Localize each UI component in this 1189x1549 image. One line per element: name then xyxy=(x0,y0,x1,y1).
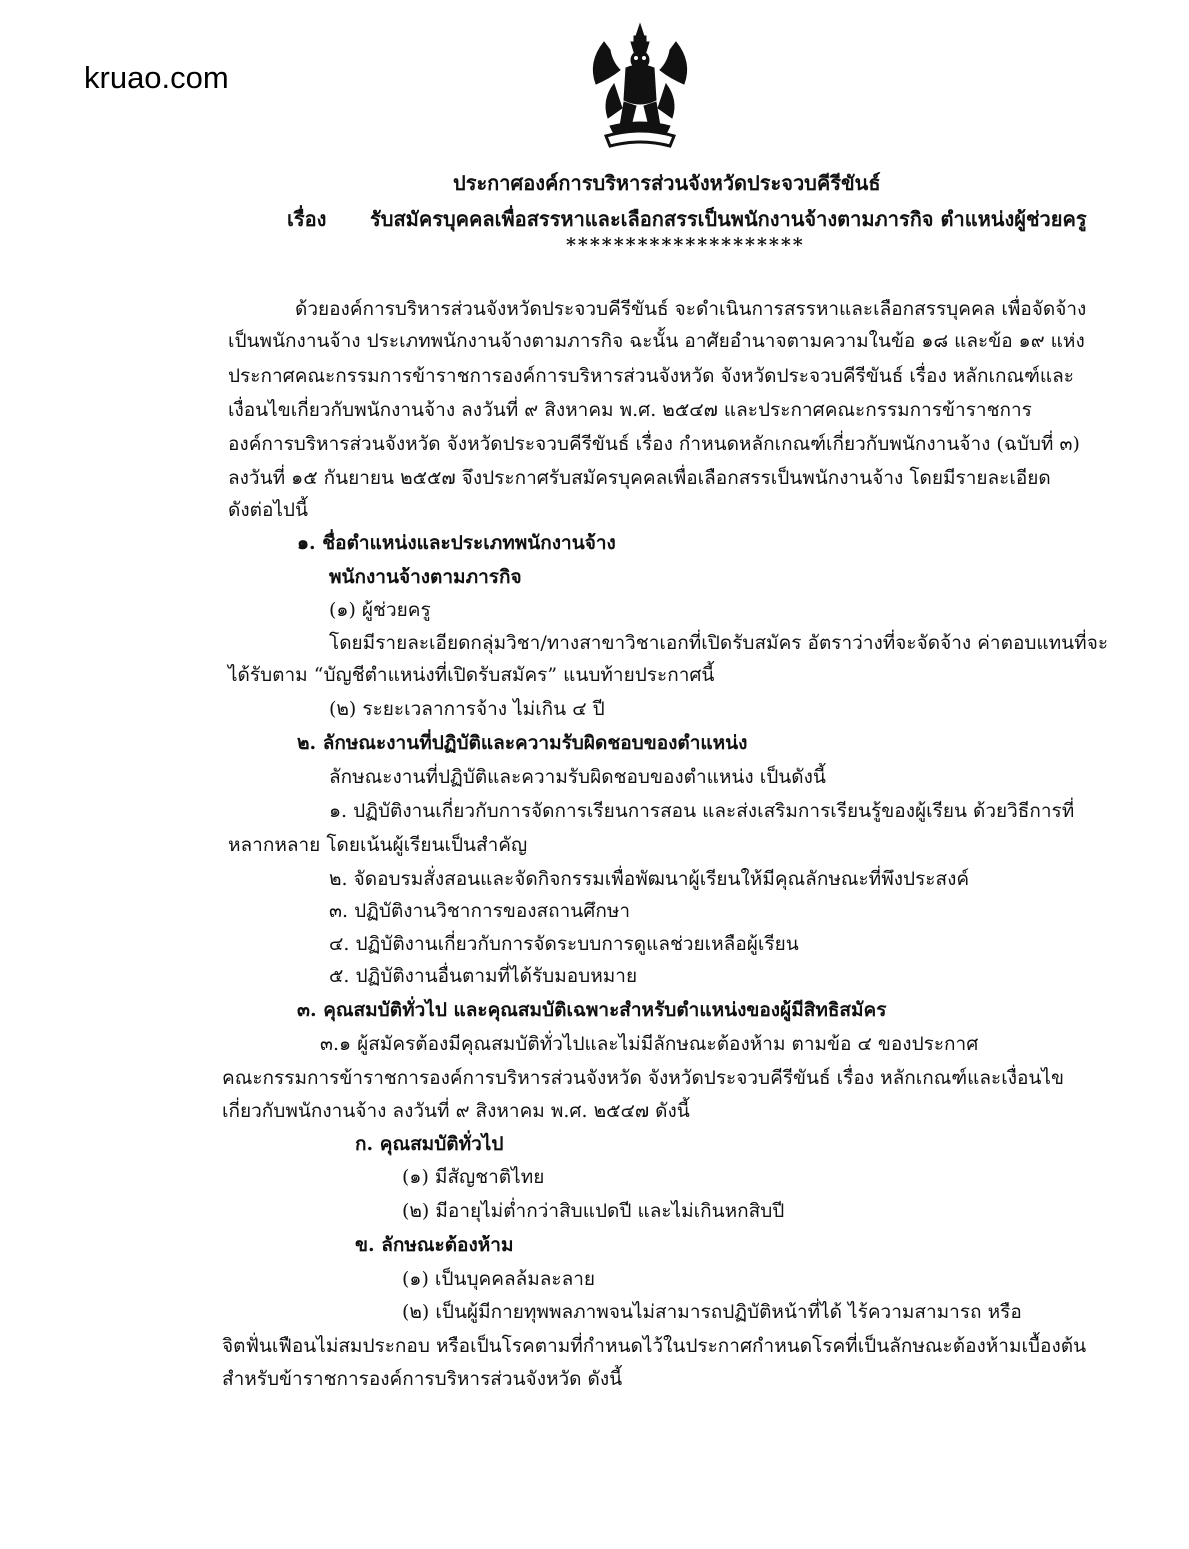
watermark-text: kruao.com xyxy=(84,60,229,95)
section-2-intro: ลักษณะงานที่ปฏิบัติและความรับผิดชอบของตำแหน่ง เป็นดังนี้ xyxy=(329,766,826,788)
section-2-heading: ๒. ลักษณะงานที่ปฏิบัติและความรับผิดชอบของตำแหน่ง xyxy=(297,732,748,754)
qualification-item: (๑) มีสัญชาติไทย xyxy=(402,1166,545,1188)
section-3-1-text: ๓.๑ ผู้สมัครต้องมีคุณสมบัติทั่วไปและไม่มีลักษณะต้องห้าม ตามข้อ ๔ ของประกาศ xyxy=(320,1033,979,1055)
duty-item: หลากหลาย โดยเน้นผู้เรียนเป็นสำคัญ xyxy=(228,834,528,856)
qualification-item: (๒) มีอายุไม่ต่ำกว่าสิบแปดปี และไม่เกินหกสิบปี xyxy=(402,1200,785,1222)
intro-line: ลงวันที่ ๑๕ กันยายน ๒๕๕๗ จึงประกาศรับสมัครบุคคลเพื่อเลือกสรรเป็นพนักงานจ้าง โดยมีรายละเอียด xyxy=(228,467,1051,489)
title-divider: ******************** xyxy=(566,234,805,256)
section-1-item: (๑) ผู้ช่วยครู xyxy=(329,599,431,621)
intro-line: เป็นพนักงานจ้าง ประเภทพนักงานจ้างตามภารกิจ ฉะนั้น อาศัยอำนาจตามความในข้อ ๑๘ และข้อ ๑๙ แห่ง xyxy=(228,330,1085,352)
section-3-1-text: คณะกรรมการข้าราชการองค์การบริหารส่วนจังหวัด จังหวัดประจวบคีรีขันธ์ เรื่อง หลักเกณฑ์และเงื่อนไข xyxy=(222,1067,1064,1089)
general-qualifications-heading: ก. คุณสมบัติทั่วไป xyxy=(355,1133,504,1155)
section-3-heading: ๓. คุณสมบัติทั่วไป และคุณสมบัติเฉพาะสำหรับตำแหน่งของผู้มีสิทธิสมัคร xyxy=(297,999,887,1021)
section-1-detail: โดยมีรายละเอียดกลุ่มวิชา/ทางสาขาวิชาเอกที่เปิดรับสมัคร อัตราว่างที่จะจัดจ้าง ค่าตอบแทนที่จะ xyxy=(329,632,1109,654)
garuda-emblem-icon xyxy=(584,22,696,152)
duty-item: ๒. จัดอบรมสั่งสอนและจัดกิจกรรมเพื่อพัฒนาผู้เรียนให้มีคุณลักษณะที่พึงประสงค์ xyxy=(329,868,970,890)
announcement-subject: รับสมัครบุคคลเพื่อสรรหาและเลือกสรรเป็นพนักงานจ้างตามภารกิจ ตำแหน่งผู้ช่วยครู xyxy=(370,207,1087,231)
duty-item: ๔. ปฏิบัติงานเกี่ยวกับการจัดระบบการดูแลช่วยเหลือผู้เรียน xyxy=(329,933,799,955)
section-1-subheading: พนักงานจ้างตามภารกิจ xyxy=(329,566,522,588)
prohibited-characteristics-heading: ข. ลักษณะต้องห้าม xyxy=(355,1234,514,1256)
announcement-subject-label: เรื่อง xyxy=(287,207,327,231)
prohibition-item: สำหรับข้าราชการองค์การบริหารส่วนจังหวัด ดังนี้ xyxy=(222,1368,623,1390)
intro-line: ดังต่อไปนี้ xyxy=(228,499,308,521)
prohibition-item: (๒) เป็นผู้มีกายทุพพลภาพจนไม่สามารถปฏิบัติหน้าที่ได้ ไร้ความสามารถ หรือ xyxy=(402,1301,1022,1323)
duty-item: ๕. ปฏิบัติงานอื่นตามที่ได้รับมอบหมาย xyxy=(329,965,638,987)
section-1-heading: ๑. ชื่อตำแหน่งและประเภทพนักงานจ้าง xyxy=(297,532,616,554)
duty-item: ๑. ปฏิบัติงานเกี่ยวกับการจัดการเรียนการสอน และส่งเสริมการเรียนรู้ของผู้เรียน ด้วยวิธีการที่ xyxy=(329,800,1075,822)
section-3-1-text: เกี่ยวกับพนักงานจ้าง ลงวันที่ ๙ สิงหาคม พ.ศ. ๒๕๔๗ ดังนี้ xyxy=(222,1100,690,1122)
intro-line: ด้วยองค์การบริหารส่วนจังหวัดประจวบคีรีขันธ์ จะดำเนินการสรรหาและเลือกสรรบุคคล เพื่อจัดจ้าง xyxy=(295,298,1087,320)
announcement-title: ประกาศองค์การบริหารส่วนจังหวัดประจวบคีรีขันธ์ xyxy=(453,171,881,195)
section-1-detail: ได้รับตาม “บัญชีตำแหน่งที่เปิดรับสมัคร” แนบท้ายประกาศนี้ xyxy=(228,664,715,686)
intro-line: องค์การบริหารส่วนจังหวัด จังหวัดประจวบคีรีขันธ์ เรื่อง กำหนดหลักเกณฑ์เกี่ยวกับพนักงานจ้าง (ฉบับที่ ๓) xyxy=(228,433,1080,455)
prohibition-item: (๑) เป็นบุคคลล้มละลาย xyxy=(402,1268,596,1290)
intro-line: ประกาศคณะกรรมการข้าราชการองค์การบริหารส่วนจังหวัด จังหวัดประจวบคีรีขันธ์ เรื่อง หลักเกณฑ์และ xyxy=(228,365,1074,387)
prohibition-item: จิตฟั่นเฟือนไม่สมประกอบ หรือเป็นโรคตามที่กำหนดไว้ในประกาศกำหนดโรคที่เป็นลักษณะต้องห้ามเบื้องต้น xyxy=(222,1335,1087,1357)
section-1-item: (๒) ระยะเวลาการจ้าง ไม่เกิน ๔ ปี xyxy=(329,698,605,720)
intro-line: เงื่อนไขเกี่ยวกับพนักงานจ้าง ลงวันที่ ๙ สิงหาคม พ.ศ. ๒๕๔๗ และประกาศคณะกรรมการข้าราชการ xyxy=(228,399,1032,421)
duty-item: ๓. ปฏิบัติงานวิชาการของสถานศึกษา xyxy=(329,900,631,922)
